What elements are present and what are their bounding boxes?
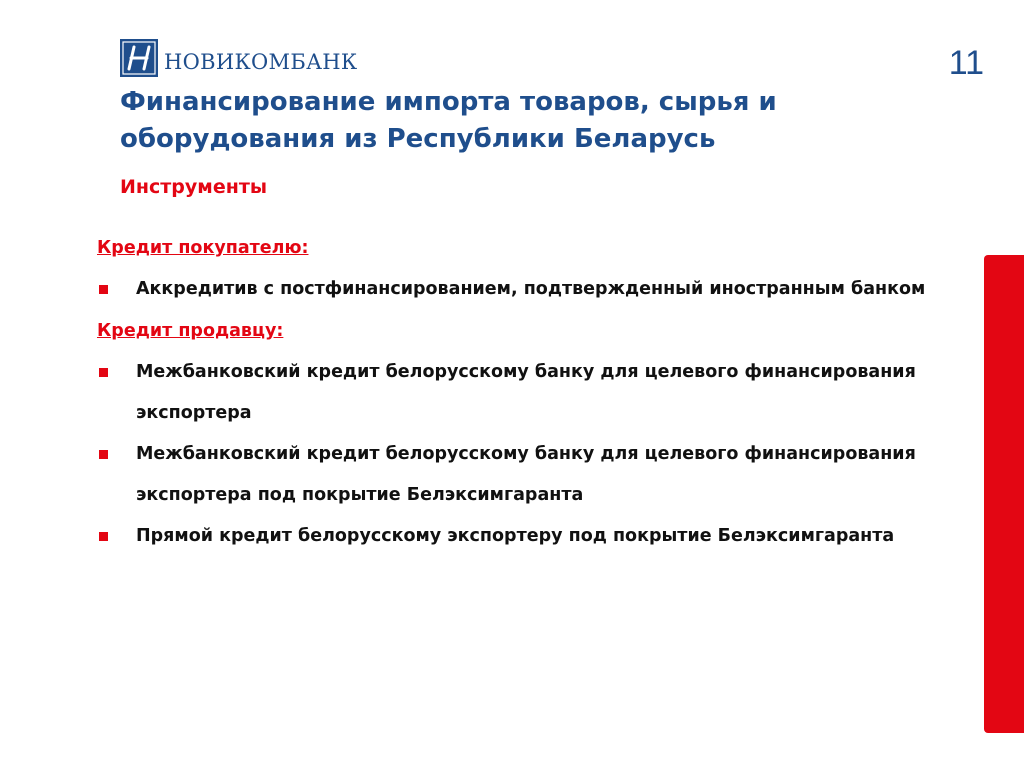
slide-subtitle: Инструменты bbox=[120, 176, 268, 198]
bank-name: НОВИКОМБАНК bbox=[164, 49, 358, 74]
bullet-text: Межбанковский кредит белорусскому банку для целевого финансирования экспортера bbox=[136, 362, 916, 423]
bank-logo bbox=[120, 38, 357, 78]
bullet-list bbox=[97, 352, 957, 557]
slide-title: Финансирование импорта товаров, сырья и оборудования из Республики Беларусь bbox=[120, 87, 777, 154]
bullet-square-icon bbox=[99, 368, 108, 377]
section-seller-credit bbox=[97, 310, 957, 557]
bullet-item bbox=[97, 269, 957, 310]
decorative-side-bar bbox=[984, 255, 1024, 733]
bullet-text: Межбанковский кредит белорусскому банку для целевого финансирования экспортера под покрытие Белэксимгаранта bbox=[136, 444, 916, 505]
slide-content bbox=[97, 227, 957, 557]
bullet-item bbox=[97, 352, 957, 434]
bullet-item bbox=[97, 434, 957, 516]
bullet-square-icon bbox=[99, 450, 108, 459]
bullet-text: Аккредитив с постфинансированием, подтвержденный иностранным банком bbox=[136, 279, 926, 299]
section-heading: Кредит покупателю: bbox=[97, 238, 309, 258]
bullet-item bbox=[97, 516, 957, 557]
slide-number: 11 bbox=[948, 44, 984, 82]
bullet-square-icon bbox=[99, 285, 108, 294]
bullet-list bbox=[97, 269, 957, 310]
bullet-square-icon bbox=[99, 532, 108, 541]
bullet-text: Прямой кредит белорусскому экспортеру под покрытие Белэксимгаранта bbox=[136, 526, 895, 546]
bank-logo-icon bbox=[120, 39, 158, 77]
section-heading: Кредит продавцу: bbox=[97, 321, 284, 341]
section-buyer-credit bbox=[97, 227, 957, 310]
